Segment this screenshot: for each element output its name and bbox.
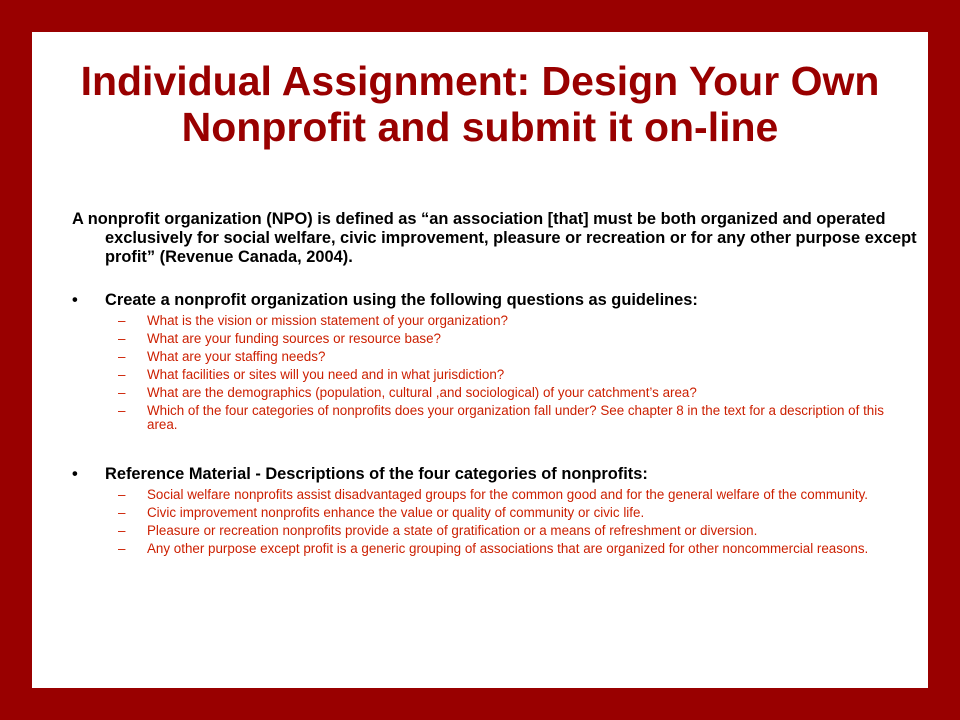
dash-icon: – [118,367,126,382]
list-item-text: What are your funding sources or resource base? [147,331,442,346]
list-item [72,524,912,538]
bullet-icon: • [72,291,78,309]
dash-icon: – [118,313,126,328]
list-item-text: Civic improvement nonprofits enhance the value or quality of community or civic life. [147,505,645,520]
list-item-text: Which of the four categories of nonprofits does your organization fall under? See chapter 8 in the text for a description of this area. [147,403,884,432]
list-item-text: Any other purpose except profit is a generic grouping of associations that are organized for other noncommercial reasons. [147,541,869,556]
dash-icon: – [118,385,126,400]
dash-icon: – [118,331,126,346]
list-item-text: What facilities or sites will you need and in what jurisdiction? [147,367,505,382]
list-item [72,404,912,432]
list-item [72,386,912,400]
list-item [72,314,912,328]
list-item [72,542,912,556]
guidelines-heading-text: Create a nonprofit organization using the following questions as guidelines: [105,291,698,309]
dash-icon: – [118,349,126,364]
bullet-icon: • [72,465,78,483]
intro-paragraph: A nonprofit organization (NPO) is defined as “an association [that] must be both organized and operated exclusively for social welfare, civic improvement, pleasure or recreation or for any other purpose except profit” (Revenue Canada, 2004). [72,210,917,266]
list-item-text: What is the vision or mission statement of your organization? [147,313,508,328]
list-item [72,332,912,346]
slide [32,32,928,688]
guidelines-section [72,290,912,436]
list-item [72,488,912,502]
dash-icon: – [118,541,126,556]
list-item-text: What are the demographics (population, cultural ,and sociological) of your catchment’s area? [147,385,697,400]
list-item-text: Social welfare nonprofits assist disadvantaged groups for the common good and for the general welfare of the community. [147,487,869,502]
list-item [72,368,912,382]
list-item [72,350,912,364]
dash-icon: – [118,523,126,538]
reference-heading [72,464,912,484]
dash-icon: – [118,403,126,418]
list-item-text: What are your staffing needs? [147,349,326,364]
list-item [72,506,912,520]
guidelines-heading [72,290,912,310]
reference-section [72,464,912,560]
dash-icon: – [118,505,126,520]
dash-icon: – [118,487,126,502]
list-item-text: Pleasure or recreation nonprofits provide a state of gratification or a means of refreshment or diversion. [147,523,758,538]
slide-title: Individual Assignment: Design Your Own Nonprofit and submit it on-line [80,58,880,150]
reference-heading-text: Reference Material - Descriptions of the four categories of nonprofits: [105,465,648,483]
